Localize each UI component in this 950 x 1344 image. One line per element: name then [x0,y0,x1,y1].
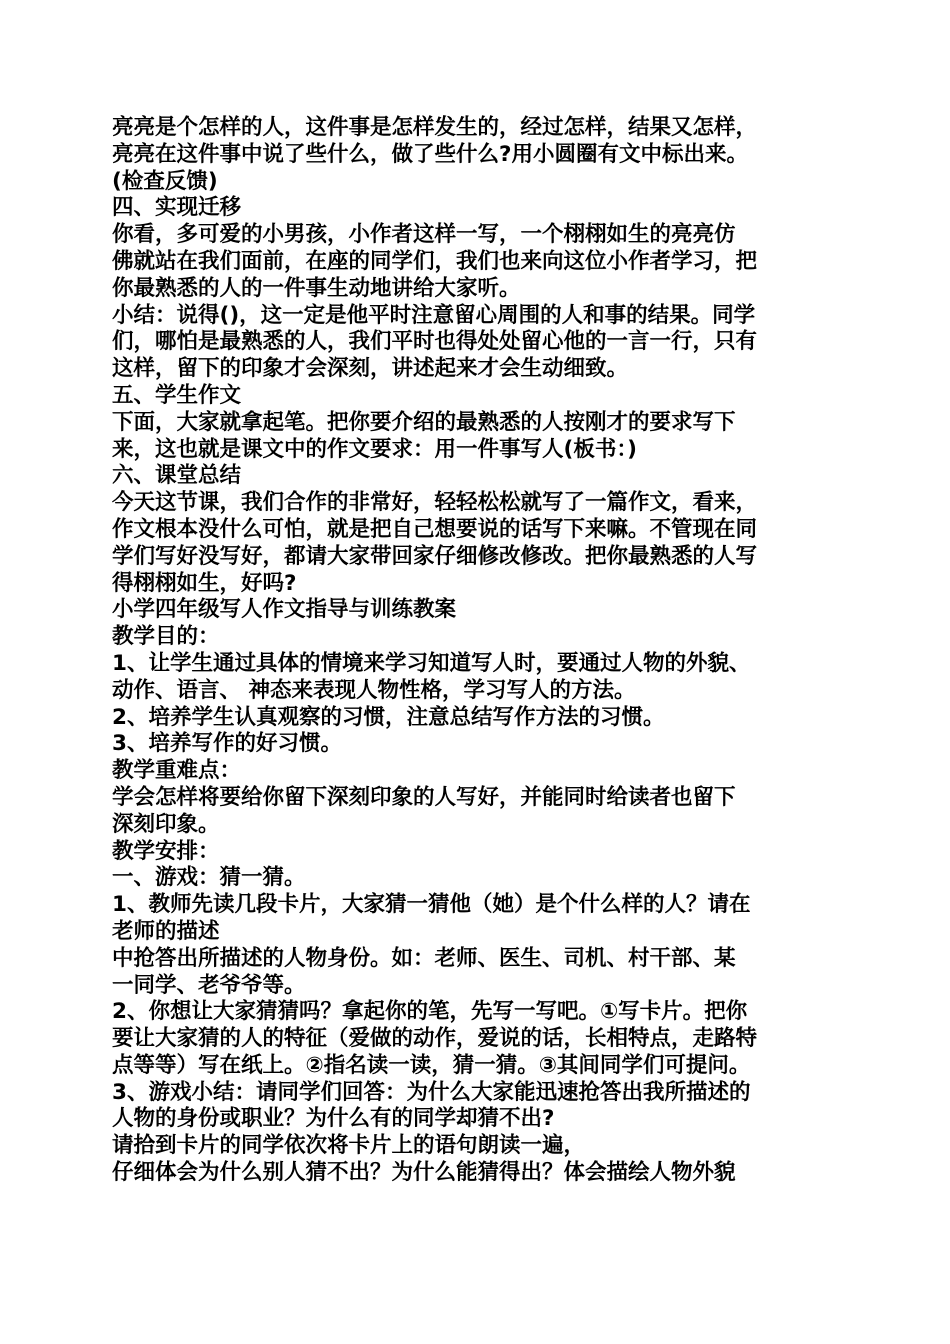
text-line: 亮亮在这件事中说了些什么，做了些什么?用小圆圈有文中标出来。 [112,141,748,167]
section-heading: 教学重难点： [112,758,242,784]
text-line: 动作、语言、 神态来表现人物性格，学习写人的方法。 [112,677,636,703]
text-line: 请拾到卡片的同学依次将卡片上的语句朗读一遍， [112,1133,586,1159]
text-line: 老师的描述 [112,918,220,944]
text-line: 得栩栩如生，好吗? [112,570,297,596]
text-line: 要让大家猜的人的特征（爱做的动作，爱说的话，长相特点，走路特 [112,1026,758,1052]
text-line: 学们写好没写好，都请大家带回家仔细修改修改。把你最熟悉的人写 [112,543,758,569]
text-line: (检查反馈) [112,168,218,194]
text-line: 3、培养写作的好习惯。 [112,731,342,757]
text-line: 今天这节课，我们合作的非常好，轻轻松松就写了一篇作文，看来， [112,490,758,516]
text-line: 点等等）写在纸上。②指名读一读，猜一猜。③其间同学们可提问。 [112,1052,751,1078]
text-line: 你看，多可爱的小男孩，小作者这样一写，一个栩栩如生的亮亮仿 [112,222,736,248]
text-line: 们，哪怕是最熟悉的人，我们平时也得处处留心他的一言一行，只有 [112,329,758,355]
text-line: 3、游戏小结：请同学们回答：为什么大家能迅速抢答出我所描述的 [112,1079,751,1105]
text-line: 佛就站在我们面前，在座的同学们，我们也来向这位小作者学习，把 [112,248,758,274]
section-heading: 六、课堂总结 [112,463,242,489]
section-heading: 五、学生作文 [112,382,242,408]
text-line: 人物的身份或职业？为什么有的同学却猜不出? [112,1106,555,1132]
text-line: 学会怎样将要给你留下深刻印象的人写好，并能同时给读者也留下 [112,784,736,810]
text-line: 一同学、老爷爷等。 [112,972,306,998]
document-title: 小学四年级写人作文指导与训练教案 [112,597,457,623]
section-heading: 教学目的： [112,624,220,650]
text-line: 1、让学生通过具体的情境来学习知道写人时，要通过人物的外貌、 [112,650,751,676]
section-heading: 一、游戏：猜一猜。 [112,865,306,891]
text-line: 中抢答出所描述的人物身份。如：老师、医生、司机、村干部、某 [112,945,736,971]
text-line: 下面，大家就拿起笔。把你要介绍的最熟悉的人按刚才的要求写下 [112,409,736,435]
text-line: 来，这也就是课文中的作文要求：用一件事写人(板书：) [112,436,637,462]
section-heading: 四、实现迁移 [112,195,242,221]
text-line: 你最熟悉的人的一件事生动地讲给大家听。 [112,275,521,301]
text-line: 这样，留下的印象才会深刻，讲述起来才会生动细致。 [112,356,629,382]
document-body [112,115,838,1187]
text-line: 1、教师先读几段卡片，大家猜一猜他（她）是个什么样的人？请在 [112,892,751,918]
text-line: 作文根本没什么可怕，就是把自己想要说的话写下来嘛。不管现在同 [112,516,758,542]
section-heading: 教学安排： [112,838,220,864]
text-line: 深刻印象。 [112,811,220,837]
text-line: 小结：说得()，这一定是他平时注意留心周围的人和事的结果。同学 [112,302,756,328]
text-line: 亮亮是个怎样的人，这件事是怎样发生的，经过怎样，结果又怎样， [112,115,758,140]
text-line: 2、培养学生认真观察的习惯，注意总结写作方法的习惯。 [112,704,665,730]
text-line: 仔细体会为什么别人猜不出？为什么能猜得出？体会描绘人物外貌 [112,1160,736,1186]
text-line: 2、你想让大家猜猜吗？拿起你的笔，先写一写吧。①写卡片。把你 [112,999,748,1025]
